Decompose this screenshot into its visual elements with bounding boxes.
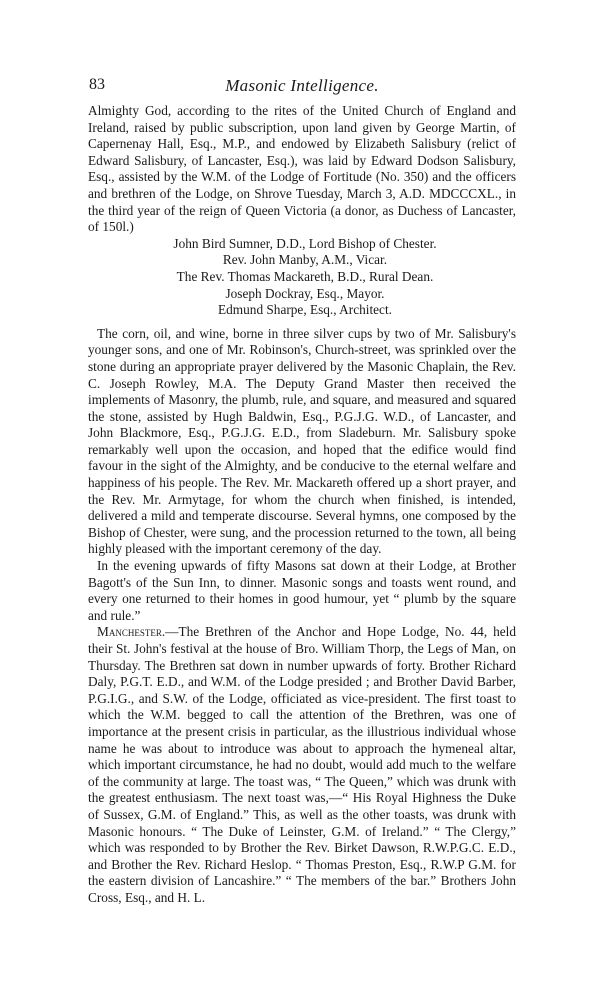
dignitary-line: John Bird Sumner, D.D., Lord Bishop of Chester.: [173, 235, 437, 251]
dignitary-line: Joseph Dockray, Esq., Mayor.: [225, 285, 385, 301]
paragraph-ceremony: The corn, oil, and wine, borne in three silver cups by two of Mr. Salisbury's younger sons, and one of Mr. Robinson's, Church-street, was sprinkled over the stone during an appropriate prayer delivered by the Masonic Chaplain, the Rev. C. Joseph Rowley, M.A. The Deputy Grand Master then received the implements of Masonry, the plumb, rule, and square, and measured and squared the stone, assisted by Hugh Baldwin, Esq., P.G.J.G. W.D., of Lancaster, and John Blackmore, Esq., P.G.J.G. E.D., from Sladeburn. Mr. Salisbury spoke remarkably well upon the occasion, and hoped that the edifice would find favour in the sight of the Almighty, and be conducive to the eternal welfare and happiness of his people. The Rev. Mr. Mackareth offered up a short prayer, and the Rev. Mr. Armytage, for whom the church when finished, is intended, delivered a mild and temperate discourse. Several hymns, one composed by the Bishop of Chester, were sung, and the procession returned to the town, all being highly pleased with the important ceremony of the day.: [88, 325, 516, 557]
dignitary-line: Rev. John Manby, A.M., Vicar.: [222, 252, 388, 268]
dignitary-line: Edmund Sharpe, Esq., Architect.: [218, 302, 392, 318]
page-number: 83: [89, 76, 105, 93]
paragraph-evening: In the evening upwards of fifty Masons sat down at their Lodge, at Brother Bagott's of the Sun Inn, to dinner. Masonic songs and toasts went round, and every one returned to their homes in good humour, yet “ plumb by the square and rule.”: [88, 558, 516, 623]
paragraph-manchester: [88, 624, 516, 906]
dignitaries-list: [88, 236, 516, 319]
page-header: [89, 76, 515, 98]
running-title: Masonic Intelligence.: [225, 76, 379, 95]
article-body: [88, 103, 516, 907]
paragraph-manchester-text: —The Brethren of the Anchor and Hope Lodge, No. 44, held their St. John's festival at the house of Bro. William Thorp, the Legs of Man, on Thursday. The Brethren sat down in number upwards of forty. Brother Richard Daly, P.G.T. E.D., and W.M. of the Lodge presided ; and Brother David Barber, P.G.I.G., and S.W. of the Lodge, officiated as vice-president. The first toast to which the W.M. begged to call the attention of the Brethren, was one of importance at the present crisis in particular, as the illustrious individual whose name he was about to introduce was about to approach the hymeneal altar, which important circumstance, he had no doubt, would add much to the welfare of the community at large. The toast was, “ The Queen,” which was drunk with the greatest enthusiasm. The next toast was,—“ His Royal Highness the Duke of Sussex, G.M. of England.” This, as well as the other toasts, was drunk with Masonic honours. “ The Duke of Leinster, G.M. of Ireland.” “ The Clergy,” which was responded to by Brother the Rev. Birket Dawson, R.W.P.G.C. E.D., and Brother the Rev. Richard Heslop. “ Thomas Preston, Esq., R.W.P G.M. for the eastern division of Lancashire.” “ The members of the bar.” Brothers John Cross, Esq., and H. L.: [88, 624, 516, 905]
section-lead-manchester: Manchester.: [97, 624, 166, 640]
paragraph-foundation-stone: Almighty God, according to the rites of the United Church of England and Ireland, raised by public subscription, upon land given by George Martin, of Capernenay Hall, Esq., M.P., and endowed by Elizabeth Salisbury (relict of Edward Salisbury, of Lancaster, Esq.), was laid by Edward Dodson Salisbury, Esq., assisted by the W.M. of the Lodge of Fortitude (No. 350) and the officers and brethren of the Lodge, on Shrove Tuesday, March 3, A.D. MDCCCXL., in the third year of the reign of Queen Victoria (a donor, as Duchess of Lancaster, of 150l.): [88, 103, 516, 235]
dignitary-line: The Rev. Thomas Mackareth, B.D., Rural Dean.: [176, 268, 434, 284]
